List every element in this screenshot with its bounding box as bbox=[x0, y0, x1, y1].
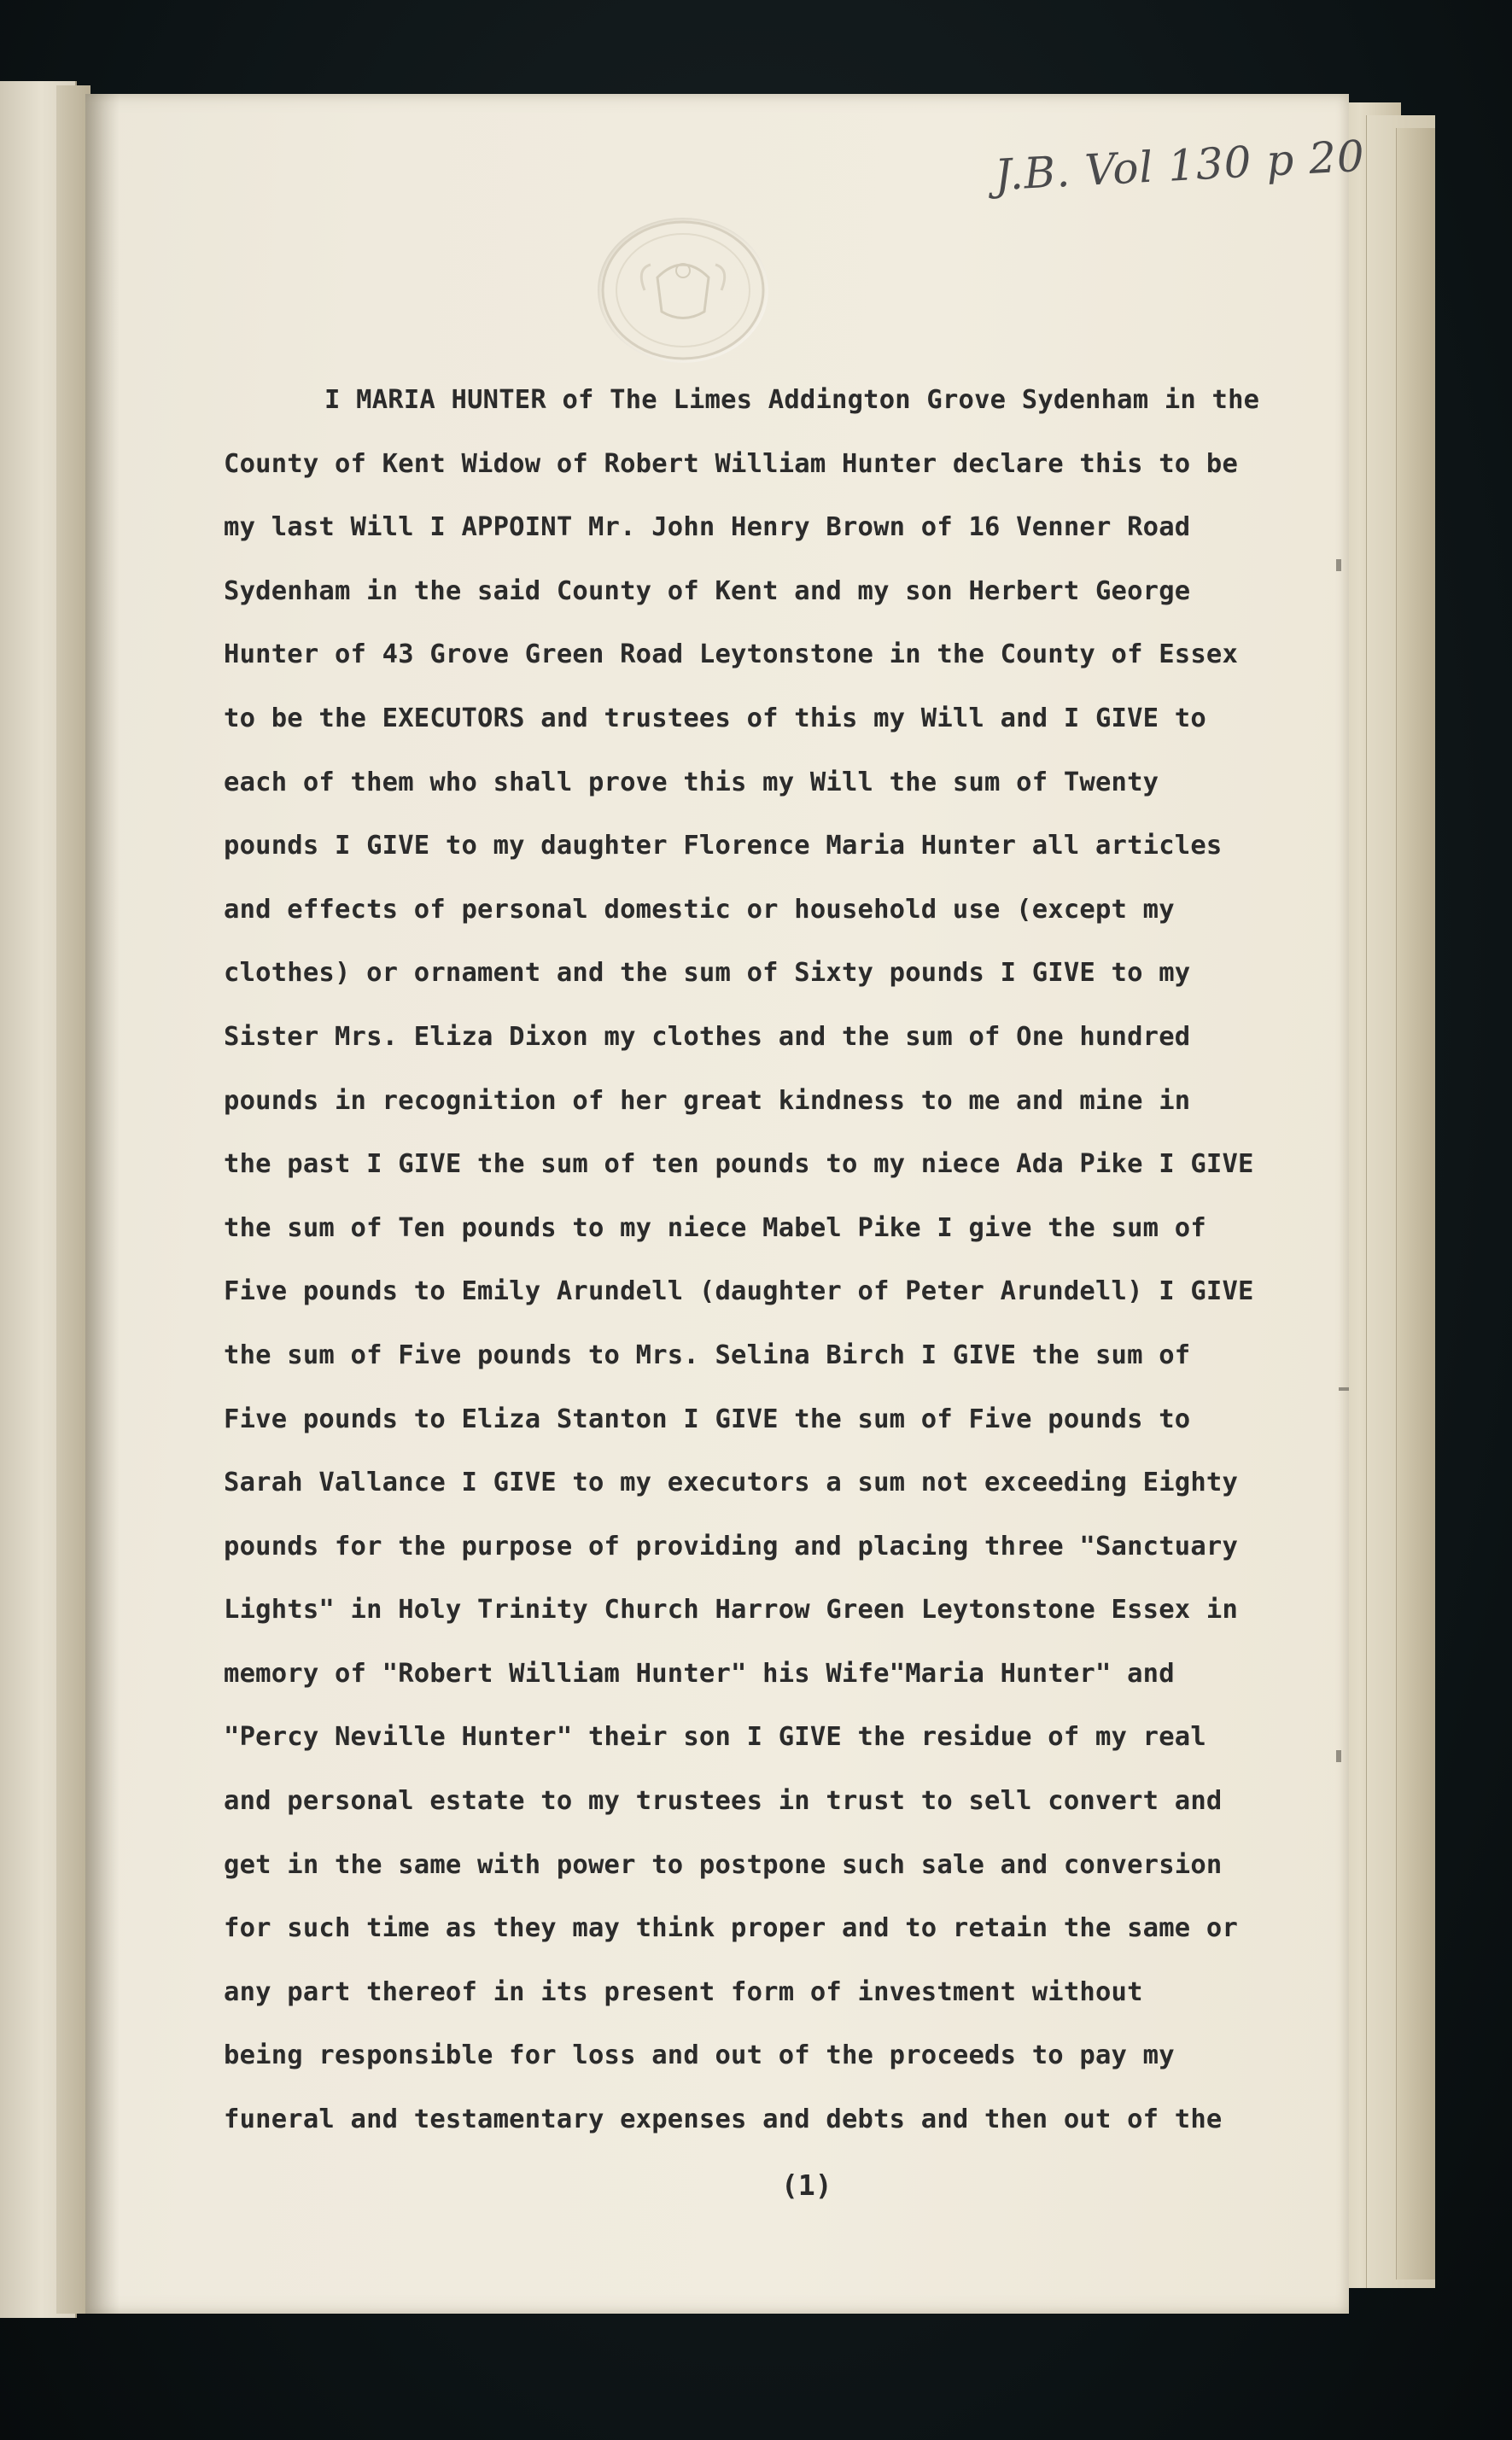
text-line: for such time as they may think proper and to retain the same or bbox=[224, 1913, 1239, 1944]
will-text-block bbox=[224, 369, 1334, 2152]
text-line: any part thereof in its present form of investment without bbox=[224, 1976, 1143, 2007]
text-line: Five pounds to Eliza Stanton I GIVE the sum of Five pounds to bbox=[224, 1404, 1191, 1434]
text-line: the past I GIVE the sum of ten pounds to my niece Ada Pike I GIVE bbox=[224, 1149, 1254, 1180]
handwritten-reference-note: J.B. Vol 130 p 20 bbox=[993, 131, 1367, 201]
text-line: the sum of Five pounds to Mrs. Selina Birch I GIVE the sum of bbox=[224, 1340, 1191, 1370]
text-line: Lights" in Holy Trinity Church Harrow Green Leytonstone Essex in bbox=[224, 1595, 1239, 1626]
page-number: (1) bbox=[781, 2169, 832, 2202]
text-line: Five pounds to Emily Arundell (daughter of Peter Arundell) I GIVE bbox=[224, 1276, 1254, 1307]
text-line: the sum of Ten pounds to my niece Mabel Pike I give the sum of bbox=[224, 1212, 1206, 1243]
text-line: Sarah Vallance I GIVE to my executors a sum not exceeding Eighty bbox=[224, 1468, 1239, 1498]
text-line: clothes) or ornament and the sum of Sixty pounds I GIVE to my bbox=[224, 958, 1191, 989]
margin-mark bbox=[1336, 559, 1341, 571]
text-line: pounds I GIVE to my daughter Florence Maria Hunter all articles bbox=[224, 831, 1223, 861]
text-line: funeral and testamentary expenses and debts and then out of the bbox=[224, 2104, 1223, 2135]
text-line: memory of "Robert William Hunter" his Wife"Maria Hunter" and bbox=[224, 1658, 1175, 1689]
text-line: Hunter of 43 Grove Green Road Leytonstone in the County of Essex bbox=[224, 639, 1239, 670]
page-stack-edge bbox=[1396, 128, 1435, 2279]
margin-mark bbox=[1336, 1750, 1341, 1762]
text-line: my last Will I APPOINT Mr. John Henry Brown of 16 Venner Road bbox=[224, 512, 1191, 543]
text-line: and effects of personal domestic or household use (except my bbox=[224, 894, 1175, 925]
text-line: I MARIA HUNTER of The Limes Addington Grove Sydenham in the bbox=[324, 385, 1260, 415]
text-line: pounds in recognition of her great kindness to me and mine in bbox=[224, 1085, 1191, 1116]
text-line: each of them who shall prove this my Will the sum of Twenty bbox=[224, 767, 1159, 797]
text-line: Sister Mrs. Eliza Dixon my clothes and the sum of One hundred bbox=[224, 1021, 1191, 1052]
text-line: pounds for the purpose of providing and placing three "Sanctuary bbox=[224, 1531, 1239, 1561]
text-line: being responsible for loss and out of the proceeds to pay my bbox=[224, 2040, 1175, 2071]
text-line: get in the same with power to postpone such sale and conversion bbox=[224, 1849, 1223, 1880]
gutter-shadow bbox=[85, 94, 120, 2314]
margin-mark bbox=[1339, 1387, 1349, 1391]
text-line: County of Kent Widow of Robert William Hunter declare this to be bbox=[224, 448, 1239, 479]
embossed-seal-icon bbox=[598, 218, 768, 363]
text-line: to be the EXECUTORS and trustees of this my Will and I GIVE to bbox=[224, 703, 1206, 733]
text-line: Sydenham in the said County of Kent and my son Herbert George bbox=[224, 575, 1191, 606]
text-line: and personal estate to my trustees in trust to sell convert and bbox=[224, 1786, 1223, 1817]
text-line: "Percy Neville Hunter" their son I GIVE the residue of my real bbox=[224, 1722, 1206, 1753]
